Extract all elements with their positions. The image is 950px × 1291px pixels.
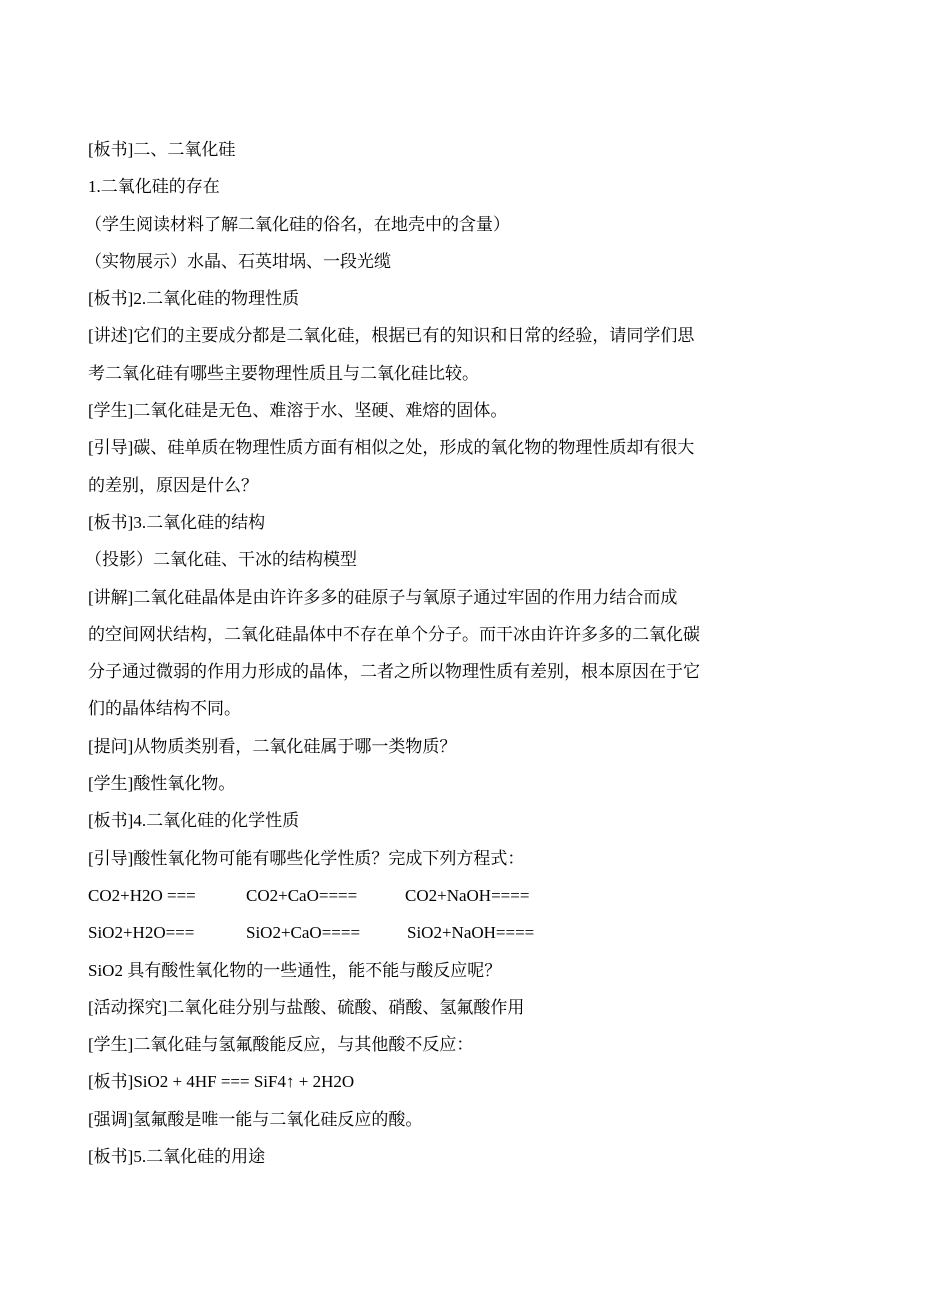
- document-body: [85, 131, 768, 1175]
- equation-sio2-cao: SiO2+CaO====: [246, 923, 361, 943]
- activity-explore: [活动探究]二氧化硅分别与盐酸、硫酸、硝酸、氢氟酸作用: [88, 997, 525, 1017]
- note-student-reading: （学生阅读材料了解二氧化硅的俗名，在地壳中的含量）: [85, 214, 510, 234]
- board-equation-hf: [板书]SiO2 + 4HF === SiF4↑ + 2H2O: [88, 1072, 355, 1092]
- student-answer-hf: [学生]二氧化硅与氢氟酸能反应，与其他酸不反应：: [88, 1035, 474, 1055]
- note-display: （实物展示）水晶、石英坩埚、一段光缆: [85, 251, 391, 271]
- guide-paragraph-1: [引导]碳、硅单质在物理性质方面有相似之处，形成的氧化物的物理性质却有很大: [88, 438, 695, 458]
- explanation-line-1: [讲解]二氧化硅晶体是由许许多多的硅原子与氧原子通过牢固的作用力结合而成: [88, 587, 678, 607]
- section-chemical-properties: [板书]4.二氧化硅的化学性质: [88, 811, 300, 831]
- student-answer-category: [学生]酸性氧化物。: [88, 774, 236, 794]
- equation-co2-h2o: CO2+H2O ===: [88, 885, 196, 905]
- guide-paragraph-2: 的差别，原因是什么？: [88, 475, 258, 495]
- question-category: [提问]从物质类别看，二氧化硅属于哪一类物质？: [88, 736, 457, 756]
- section-physical-properties: [板书]2.二氧化硅的物理性质: [88, 289, 300, 309]
- guide-equations: [引导]酸性氧化物可能有哪些化学性质？完成下列方程式：: [88, 848, 525, 868]
- equation-co2-naoh: CO2+NaOH====: [405, 885, 530, 905]
- paragraph-narration-1: [讲述]它们的主要成分都是二氧化硅，根据已有的知识和日常的经验，请同学们思: [88, 326, 695, 346]
- paragraph-narration-2: 考二氧化硅有哪些主要物理性质且与二氧化硅比较。: [88, 363, 479, 383]
- emphasis-hf: [强调]氢氟酸是唯一能与二氧化硅反应的酸。: [88, 1109, 423, 1129]
- student-answer-physical: [学生]二氧化硅是无色、难溶于水、坚硬、难熔的固体。: [88, 401, 508, 421]
- explanation-line-4: 们的晶体结构不同。: [88, 699, 241, 719]
- section-structure: [板书]3.二氧化硅的结构: [88, 512, 266, 532]
- equation-sio2-h2o: SiO2+H2O===: [88, 923, 195, 943]
- heading-board-silica: [板书]二、二氧化硅: [88, 140, 236, 159]
- note-projection: （投影）二氧化硅、干冰的结构模型: [85, 550, 357, 570]
- explanation-line-3: 分子通过微弱的作用力形成的晶体，二者之所以物理性质有差别，根本原因在于它: [88, 662, 700, 682]
- section-existence: 1.二氧化硅的存在: [88, 177, 220, 197]
- equation-row-sio2: [88, 914, 768, 951]
- question-acid-reaction: SiO2 具有酸性氧化物的一些通性，能不能与酸反应呢？: [88, 960, 502, 980]
- equation-co2-cao: CO2+CaO====: [246, 885, 358, 905]
- equation-sio2-naoh: SiO2+NaOH====: [407, 923, 535, 943]
- section-uses: [板书]5.二氧化硅的用途: [88, 1147, 266, 1167]
- equation-row-co2: [88, 877, 768, 914]
- explanation-line-2: 的空间网状结构，二氧化硅晶体中不存在单个分子。而干冰由许许多多的二氧化碳: [88, 624, 700, 644]
